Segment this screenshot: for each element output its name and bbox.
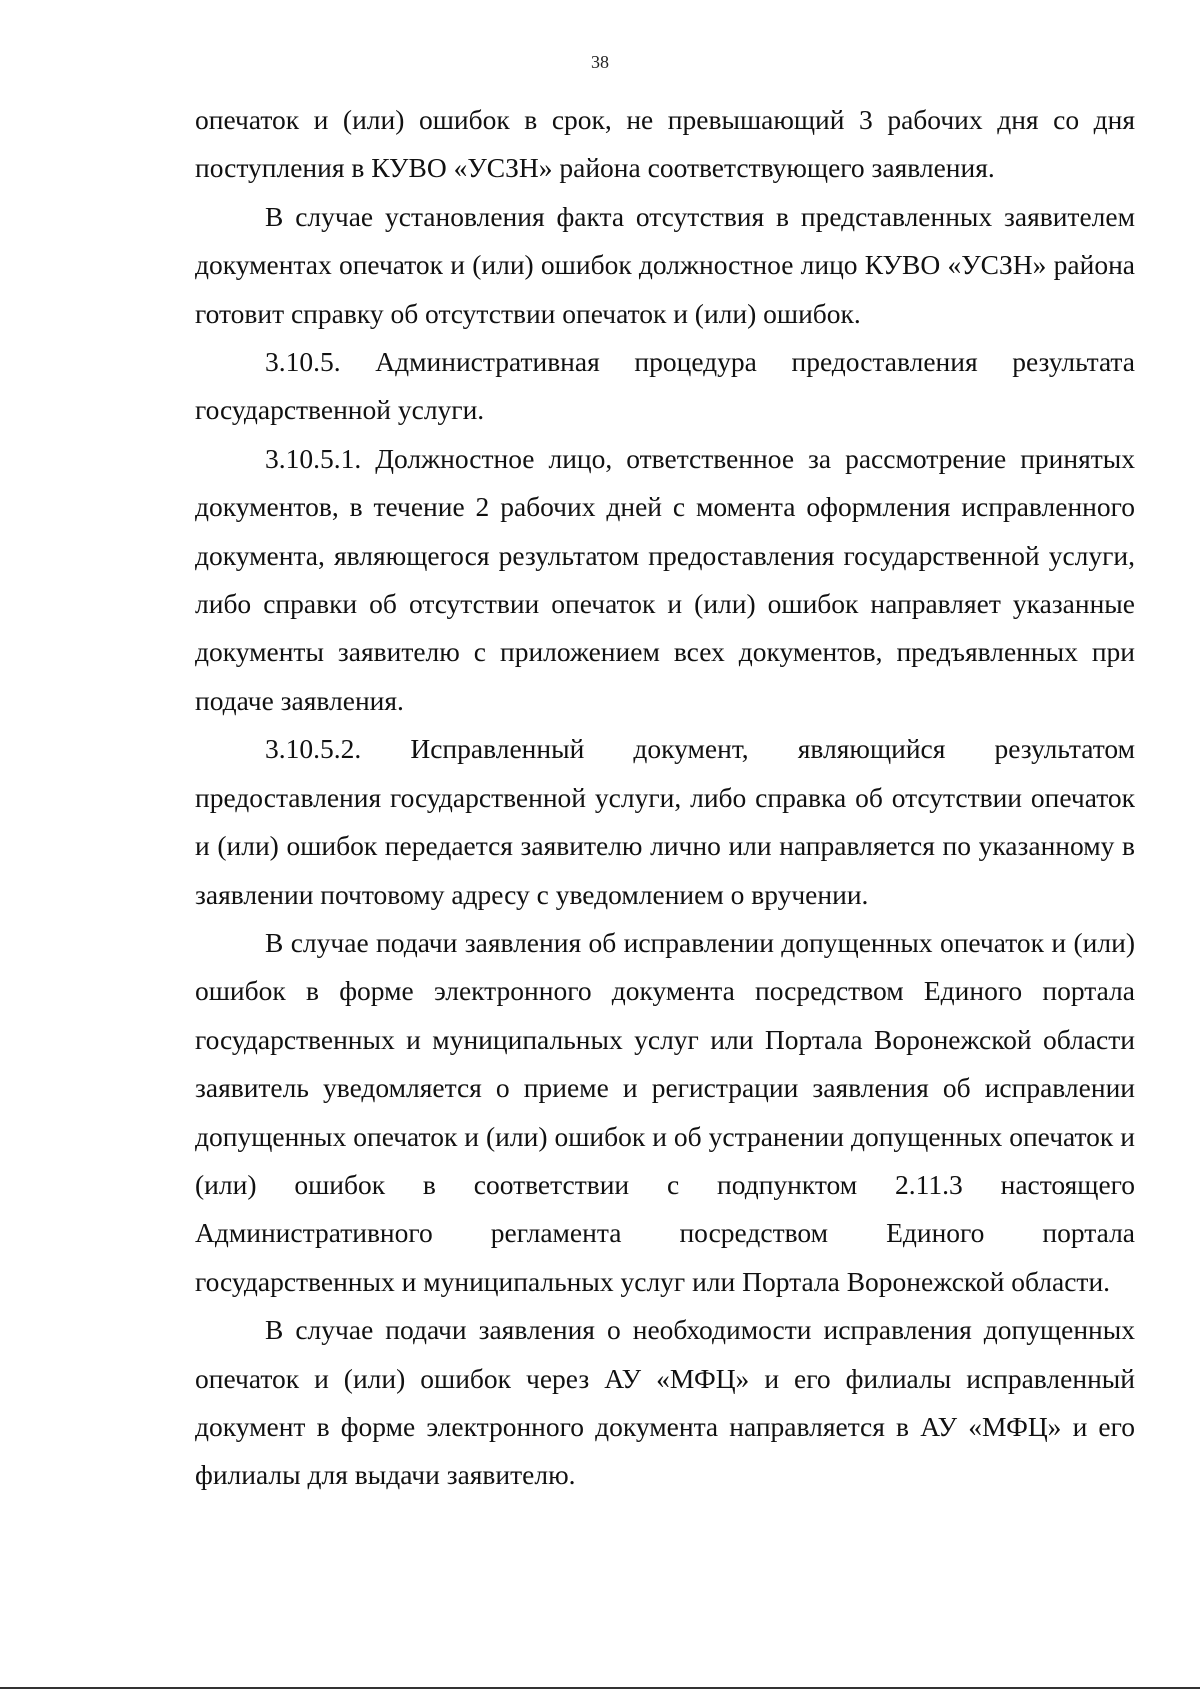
paragraph-3-10-5-1: 3.10.5.1. Должностное лицо, ответственное за рассмотрение принятых документов, в течение 2 рабочих дней с момента оформления исправленного документа, являющегося результатом предоставления государственной услуги, либо справки об отсутствии опечаток и (или) ошибок направляет указанные документы заявителю с приложением всех документов, предъявленных при подаче заявления.	[195, 442, 1135, 716]
bottom-border-line	[0, 1687, 1200, 1689]
paragraph-3-10-5-2: 3.10.5.2. Исправленный документ, являющийся результатом предоставления государственной услуги, либо справка об отсутствии опечаток и (или) ошибок передается заявителю лично или направляется по указанному в заявлении почтовому адресу с уведомлением о вручении.	[195, 733, 1135, 910]
paragraph-electronic-submission: В случае подачи заявления об исправлении допущенных опечаток и (или) ошибок в форме электронного документа посредством Единого портала государственных и муниципальных услуг или Портала Воронежской области заявитель уведомляется о приеме и регистрации заявления об исправлении допущенных опечаток и (или) ошибок и об устранении допущенных опечаток и (или) ошибок в соответствии с подпунктом 2.11.3 настоящего Административного регламента посредством Единого портала государственных и муниципальных услуг или Портала Воронежской области.	[195, 926, 1135, 1297]
document-body	[195, 96, 1135, 1500]
page-number: 38	[591, 52, 609, 72]
paragraph-continuation: опечаток и (или) ошибок в срок, не превышающий 3 рабочих дня со дня поступления в КУВО «УСЗН» района соответствующего заявления.	[195, 104, 1135, 184]
paragraph-no-errors-certificate: В случае установления факта отсутствия в представленных заявителем документах опечаток и (или) ошибок должностное лицо КУВО «УСЗН» района готовит справку об отсутствии опечаток и (или) ошибок.	[195, 200, 1135, 329]
paragraph-mfc-submission: В случае подачи заявления о необходимости исправления допущенных опечаток и (или) ошибок через АУ «МФЦ» и его филиалы исправленный документ в форме электронного документа направляется в АУ «МФЦ» и его филиалы для выдачи заявителю.	[195, 1314, 1135, 1491]
paragraph-3-10-5: 3.10.5. Административная процедура предоставления результата государственной услуги.	[195, 346, 1135, 426]
